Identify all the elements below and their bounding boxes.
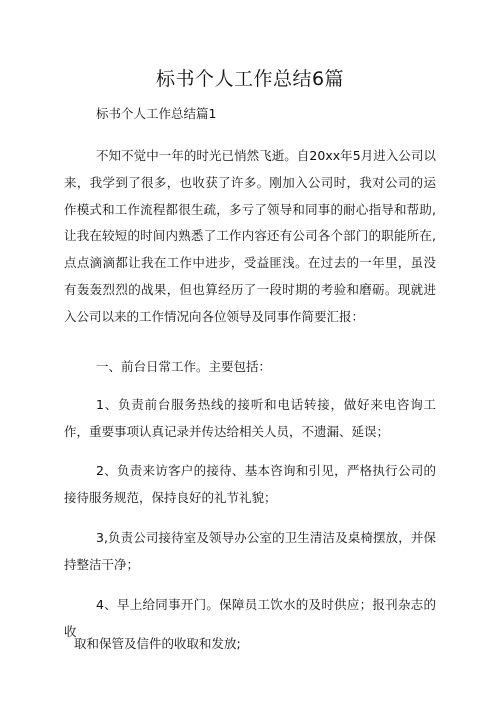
list-item-4-continuation: 取和保管及信件的收取和发放;	[74, 636, 241, 651]
section-heading: 一、前台日常工作。主要包括：	[96, 359, 272, 374]
list-item-1: 1、负责前台服务热线的接听和电话转接，做好来电咨询工作，重要事项认真记录并传达给相关人员，不遗漏、延误；	[64, 397, 436, 439]
list-item-3: 3,负责公司接待室及领导办公室的卫生清洁及桌椅摆放，并保持整洁干净；	[64, 530, 436, 572]
list-item-4: 4、早上给同事开门。保障员工饮水的及时供应；报刊杂志的收	[64, 597, 436, 639]
list-item-2: 2、负责来访客户的接待、基本咨询和引见，严格执行公司的接待服务规范，保持良好的礼节礼貌；	[64, 463, 436, 505]
document-title: 标书个人工作总结6篇	[155, 68, 345, 90]
intro-paragraph: 不知不觉中一年的时光已悄然飞逝。自20xx年5月进入公司以来，我学到了很多，也收获了许多。刚加入公司时，我对公司的运作模式和工作流程都很生疏，多亏了领导和同事的耐心指导和帮助,让我在较短的时间内熟悉了工作内容还有公司各个部门的职能所在,点点滴滴都让我在工作中进步，受益匪浅。在过去的一年里，虽没有轰轰烈烈的战果，但也算经历了一段时期的考验和磨砺。现就进入公司以来的工作情况向各位领导及同事作简要汇报：	[64, 148, 436, 324]
section-subtitle: 标书个人工作总结篇1	[96, 106, 217, 121]
